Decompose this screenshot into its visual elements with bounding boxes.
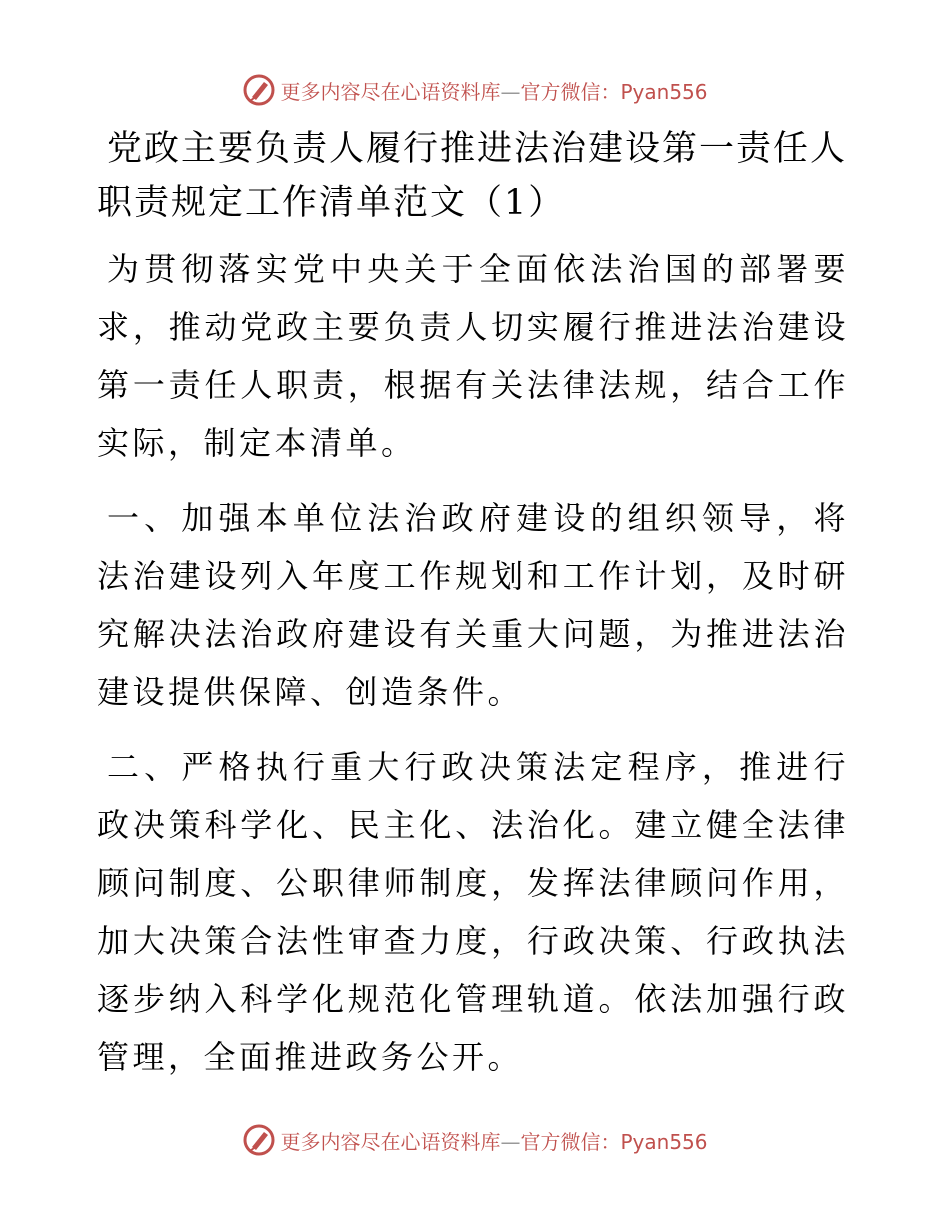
banner-text [280, 1126, 707, 1155]
banner-main-text: 更多内容尽在心语资料库 [280, 1129, 501, 1154]
banner-account: Pyan556 [620, 1129, 708, 1154]
banner-account: Pyan556 [620, 79, 708, 104]
paragraph-item-1: 一、加强本单位法治政府建设的组织领导，将法治建设列入年度工作规划和工作计划，及时研究解决法治政府建设有关重大问题，为推进法治建设提供保障、创造条件。 [97, 499, 849, 711]
paragraph-item-2: 二、严格执行重大行政决策法定程序，推进行政决策科学化、民主化、法治化。建立健全法律顾问制度、公职律师制度，发挥法律顾问作用，加大决策合法性审查力度，行政决策、行政执法逐步纳入科学化规范化管理轨道。依法加强行政管理，全面推进政务公开。 [97, 748, 849, 1076]
banner-dash: — [500, 79, 521, 104]
pen-logo-icon [242, 73, 276, 107]
banner-wechat-label: 官方微信： [520, 79, 621, 104]
paragraph-intro: 为贯彻落实党中央关于全面依法治国的部署要求，推动党政主要负责人切实履行推进法治建设第一责任人职责，根据有关法律法规，结合工作实际，制定本清单。 [97, 250, 849, 462]
banner-wechat-label: 官方微信： [520, 1129, 621, 1154]
banner-dash: — [500, 1129, 521, 1154]
document-title: 党政主要负责人履行推进法治建设第一责任人职责规定工作清单范文（1） [97, 129, 848, 223]
document-body [97, 122, 849, 1103]
header-watermark-banner [0, 70, 950, 110]
footer-watermark-banner [0, 1120, 950, 1160]
banner-text [280, 76, 707, 105]
banner-main-text: 更多内容尽在心语资料库 [280, 79, 501, 104]
pen-logo-icon [242, 1123, 276, 1157]
